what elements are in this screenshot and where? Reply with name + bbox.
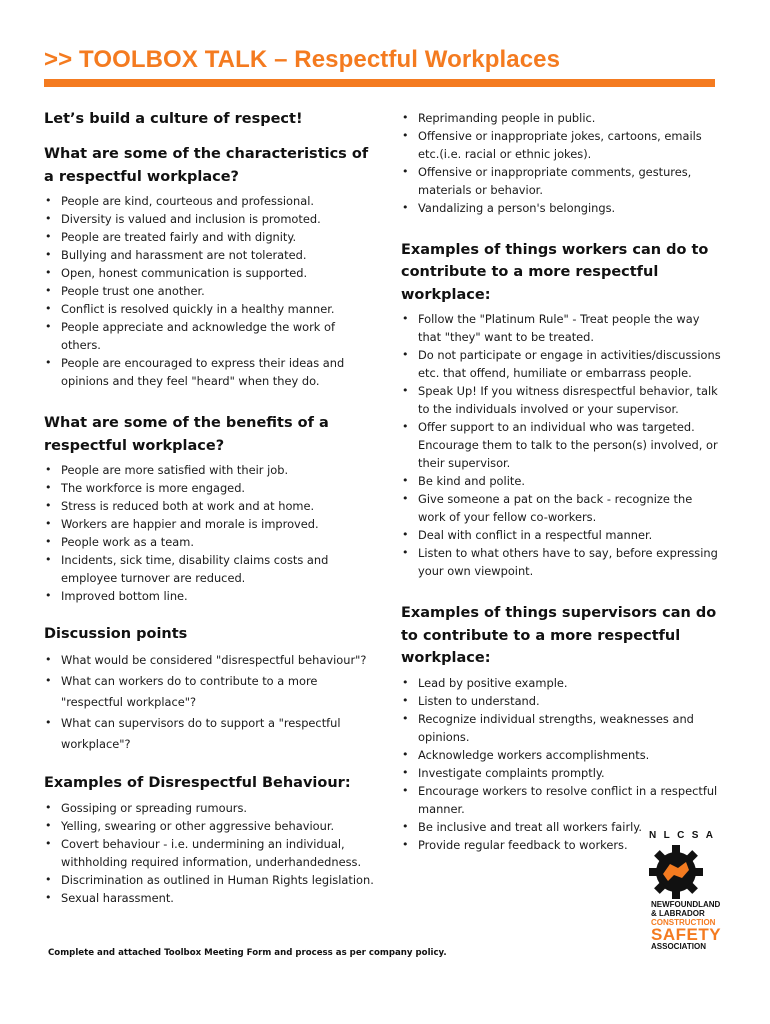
nlcsa-logo (639, 830, 722, 958)
bullet-icon: • (402, 474, 409, 488)
list-item-text: People work as a team. (61, 535, 194, 550)
list-item-text: Give someone a pat on the back - recognize the work of your fellow co-workers. (418, 492, 693, 525)
list-item (44, 282, 374, 300)
bullet-icon: • (402, 129, 409, 142)
bullet-icon: • (45, 463, 52, 477)
list-item-text: Encourage workers to resolve conflict in a respectful manner. (418, 783, 718, 816)
bullet-icon: • (402, 747, 409, 761)
characteristics-heading: What are some of the characteristics of a respectful workplace? (44, 146, 369, 185)
bullet-icon: • (402, 546, 409, 560)
list-item (44, 228, 374, 246)
list-item (44, 551, 374, 587)
logo-line: NEWFOUNDLAND (651, 900, 721, 909)
logo-text (651, 900, 721, 951)
right-column (401, 109, 723, 868)
bullet-icon: • (402, 528, 409, 542)
logo-line: ASSOCIATION (651, 942, 706, 951)
list-item-text: Lead by positive example. (418, 675, 568, 690)
bullet-icon: • (45, 230, 52, 244)
workers-section (401, 239, 723, 580)
list-item (401, 490, 723, 526)
list-item (401, 782, 723, 818)
list-item-text: Incidents, sick time, disability claims costs and employee turnover are reduced. (61, 553, 329, 586)
bullet-icon: • (402, 492, 409, 506)
list-item (44, 461, 374, 479)
disrespectful-list-left (44, 799, 374, 907)
list-item-text: People appreciate and acknowledge the work of others. (61, 320, 335, 353)
list-item (44, 479, 374, 497)
list-item (401, 382, 723, 418)
list-item (44, 515, 374, 533)
list-item (44, 192, 374, 210)
list-item (401, 746, 723, 764)
bullet-icon: • (402, 348, 409, 362)
disrespectful-list-right (401, 109, 723, 217)
bullet-icon: • (45, 818, 52, 832)
list-item (44, 533, 374, 551)
bullet-icon: • (45, 320, 52, 334)
list-item (44, 354, 374, 390)
disrespectful-section (44, 772, 374, 906)
list-item-text: Improved bottom line. (61, 589, 188, 604)
bullet-icon: • (45, 652, 52, 666)
bullet-icon: • (402, 693, 409, 707)
list-item-text: Gossiping or spreading rumours. (61, 800, 248, 815)
list-item-text: Conflict is resolved quickly in a healthy manner. (61, 302, 335, 317)
bullet-icon: • (402, 384, 409, 398)
page-title: >> TOOLBOX TALK – Respectful Workplaces (44, 46, 561, 73)
list-item-text: People are more satisfied with their job. (61, 463, 289, 478)
discussion-section (44, 623, 374, 754)
list-item (401, 764, 723, 782)
bullet-icon: • (402, 783, 409, 797)
list-item-text: Listen to understand. (418, 693, 540, 708)
bullet-icon: • (45, 872, 52, 886)
list-item (44, 210, 374, 228)
list-item-text: People are encouraged to express their ideas and opinions and they feel "heard" when they do. (61, 356, 345, 389)
list-item-text: What would be considered "disrespectful behaviour"? (61, 652, 367, 667)
list-item-text: Reprimanding people in public. (418, 111, 596, 125)
bullet-icon: • (45, 674, 52, 688)
list-item (401, 472, 723, 490)
list-item-text: Listen to what others have to say, before expressing your own viewpoint. (418, 546, 718, 579)
benefits-section (44, 412, 374, 605)
list-item (44, 889, 374, 907)
list-item-text: Yelling, swearing or other aggressive behaviour. (61, 818, 335, 833)
bullet-icon: • (45, 535, 52, 549)
bullet-icon: • (45, 800, 52, 814)
lead-text: Let’s build a culture of respect! (44, 111, 303, 127)
supervisors-heading: Examples of things supervisors can do to contribute to a more respectful workplace: (401, 605, 717, 667)
list-item-text: Provide regular feedback to workers. (418, 837, 628, 852)
list-item-text: Open, honest communication is supported. (61, 266, 308, 281)
list-item (401, 544, 723, 580)
bullet-icon: • (402, 420, 409, 434)
list-item-text: What can supervisors do to support a "respectful workplace"? (61, 716, 341, 751)
bullet-icon: • (45, 212, 52, 226)
bullet-icon: • (45, 194, 52, 208)
list-item (44, 835, 374, 871)
list-item (401, 710, 723, 746)
list-item-text: Bullying and harassment are not tolerated. (61, 248, 307, 263)
bullet-icon: • (402, 765, 409, 779)
left-column (44, 109, 374, 921)
bullet-icon: • (45, 553, 52, 567)
bullet-icon: • (402, 111, 409, 124)
title-underline (44, 79, 715, 87)
list-item (44, 713, 374, 754)
list-item (44, 246, 374, 264)
list-item-text: Offensive or inappropriate jokes, cartoons, emails etc.(i.e. racial or ethnic jokes). (418, 129, 702, 161)
list-item (44, 587, 374, 605)
bullet-icon: • (45, 356, 52, 370)
list-item-text: Recognize individual strengths, weaknesses and opinions. (418, 711, 694, 744)
list-item (401, 418, 723, 472)
list-item (401, 346, 723, 382)
bullet-icon: • (45, 517, 52, 531)
list-item (401, 310, 723, 346)
list-item-text: Deal with conflict in a respectful manner. (418, 528, 653, 543)
disrespectful-heading: Examples of Disrespectful Behaviour: (44, 775, 351, 792)
logo-line: CONSTRUCTION (651, 918, 716, 927)
list-item (44, 817, 374, 835)
bullet-icon: • (402, 201, 409, 214)
list-item (401, 526, 723, 544)
list-item (401, 109, 723, 127)
list-item-text: Covert behaviour - i.e. undermining an individual, withholding required information, underhandedness. (61, 836, 362, 869)
characteristics-list (44, 192, 374, 390)
logo-line: SAFETY (651, 925, 722, 944)
logo-letter: N (649, 830, 657, 841)
list-item-text: Be kind and polite. (418, 474, 525, 489)
list-item (44, 300, 374, 318)
logo-letter: L (663, 830, 670, 841)
bullet-icon: • (402, 165, 409, 178)
logo-letters (649, 830, 713, 841)
list-item-text: Sexual harassment. (61, 890, 174, 905)
list-item-text: Stress is reduced both at work and at home. (61, 499, 315, 514)
bullet-icon: • (45, 890, 52, 904)
discussion-list (44, 650, 374, 755)
list-item-text: Follow the "Platinum Rule" - Treat people the way that "they" want to be treated. (418, 312, 700, 345)
list-item (401, 127, 723, 163)
list-item-text: Be inclusive and treat all workers fairly. (418, 819, 643, 834)
bullet-icon: • (45, 302, 52, 316)
bullet-icon: • (402, 312, 409, 326)
list-item (401, 199, 723, 217)
list-item (44, 799, 374, 817)
list-item (44, 497, 374, 515)
bullet-icon: • (45, 248, 52, 262)
list-item-text: Offensive or inappropriate comments, gestures, materials or behavior. (418, 165, 692, 197)
list-item (44, 318, 374, 354)
list-item (44, 671, 374, 712)
gear-icon (645, 844, 707, 900)
bullet-icon: • (45, 284, 52, 298)
list-item-text: Speak Up! If you witness disrespectful behavior, talk to the individuals involved or your supervisor. (418, 384, 718, 417)
benefits-heading: What are some of the benefits of a respectful workplace? (44, 415, 329, 454)
list-item-text: People trust one another. (61, 284, 205, 299)
list-item (401, 692, 723, 710)
list-item-text: People are kind, courteous and professional. (61, 194, 314, 209)
benefits-list (44, 461, 374, 605)
list-item-text: Investigate complaints promptly. (418, 765, 605, 780)
list-item-text: What can workers do to contribute to a more "respectful workplace"? (61, 674, 318, 709)
supervisors-list (401, 674, 723, 854)
bullet-icon: • (45, 836, 52, 850)
list-item (44, 871, 374, 889)
list-item-text: Do not participate or engage in activities/discussions etc. that offend, humiliate or embarrass people. (418, 348, 721, 381)
bullet-icon: • (402, 837, 409, 851)
discussion-heading: Discussion points (44, 626, 188, 643)
workers-list (401, 310, 723, 580)
logo-line: & LABRADOR (651, 909, 705, 918)
bullet-icon: • (45, 716, 52, 730)
list-item-text: People are treated fairly and with dignity. (61, 230, 297, 245)
logo-letter: S (691, 830, 699, 841)
workers-heading: Examples of things workers can do to contribute to a more respectful workplace: (401, 242, 709, 303)
list-item-text: The workforce is more engaged. (61, 481, 246, 496)
list-item-text: Offer support to an individual who was targeted. Encourage them to talk to the person(s) involved, or their supervisor. (418, 420, 718, 471)
list-item-text: Acknowledge workers accomplishments. (418, 747, 650, 762)
list-item (401, 163, 723, 199)
list-item (44, 264, 374, 282)
list-item-text: Discrimination as outlined in Human Rights legislation. (61, 872, 374, 887)
supervisors-section (401, 602, 723, 853)
list-item (401, 674, 723, 692)
bullet-icon: • (45, 481, 52, 495)
logo-letter: C (677, 830, 685, 841)
bullet-icon: • (45, 266, 52, 280)
logo-letter: A (705, 830, 713, 841)
list-item-text: Diversity is valued and inclusion is promoted. (61, 212, 321, 227)
list-item-text: Workers are happier and morale is improved. (61, 517, 319, 532)
characteristics-section (44, 143, 374, 390)
bullet-icon: • (402, 819, 409, 833)
bullet-icon: • (402, 675, 409, 689)
bullet-icon: • (45, 589, 52, 603)
list-item (44, 650, 374, 671)
bullet-icon: • (402, 711, 409, 725)
bullet-icon: • (45, 499, 52, 513)
list-item-text: Vandalizing a person's belongings. (418, 201, 616, 215)
footer-note: Complete and attached Toolbox Meeting Form and process as per company policy. (48, 948, 447, 958)
